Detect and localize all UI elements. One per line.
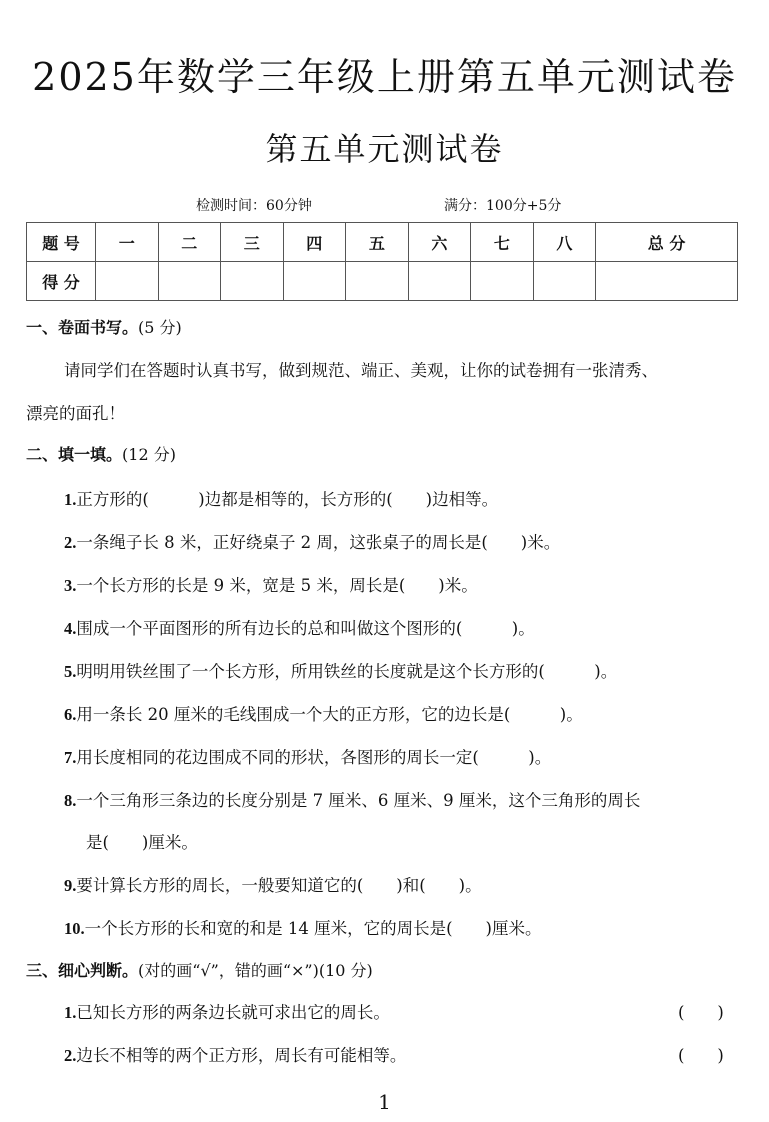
header-cell: 二 xyxy=(158,223,221,262)
question xyxy=(64,787,640,811)
question-text: 一个长方形的长和宽的和是 14 厘米，它的周长是( )厘米。 xyxy=(84,919,542,938)
question xyxy=(64,872,482,896)
section-title: 三、细心判断。 xyxy=(26,961,139,980)
header-cell: 三 xyxy=(221,223,284,262)
score-cell xyxy=(408,262,471,301)
question-text: 正方形的( )边都是相等的，长方形的( )边相等。 xyxy=(76,490,499,509)
question xyxy=(64,529,560,553)
question-number: 4. xyxy=(64,619,77,638)
exam-time: 检测时间：60分钟 xyxy=(196,198,312,214)
question xyxy=(64,999,390,1023)
question-number: 5. xyxy=(64,662,77,681)
question-text: 一条绳子长 8 米，正好绕桌子 2 周，这张桌子的周长是( )米。 xyxy=(76,533,561,552)
section-title: 二、填一填。 xyxy=(26,445,123,464)
question xyxy=(64,658,617,682)
question xyxy=(64,915,542,939)
question-continuation: 是( )厘米。 xyxy=(86,833,198,852)
document-subtitle: 第五单元测试卷 xyxy=(265,130,504,168)
header-cell: 六 xyxy=(408,223,471,262)
score-cell xyxy=(158,262,221,301)
question xyxy=(64,486,498,510)
document-title: 2025年数学三年级上册第五单元测试卷 xyxy=(32,55,737,99)
section-points: (对的画“√”，错的画“×”)(10 分) xyxy=(138,961,373,980)
score-cell xyxy=(596,262,738,301)
question-text: 一个长方形的长是 9 米，宽是 5 米，周长是( )米。 xyxy=(76,576,478,595)
section-1-text: 请同学们在答题时认真书写，做到规范、端正、美观，让你的试卷拥有一张清秀、 xyxy=(64,361,658,380)
section-3-heading xyxy=(26,958,373,981)
score-cell xyxy=(221,262,284,301)
section-1-text-cont: 漂亮的面孔！ xyxy=(26,404,125,423)
answer-blank: ( ) xyxy=(678,1046,724,1065)
question-number: 2. xyxy=(64,533,77,552)
question-number: 6. xyxy=(64,705,77,724)
question-number: 10. xyxy=(64,919,85,938)
question xyxy=(64,701,583,725)
question-text: 已知长方形的两条边长就可求出它的周长。 xyxy=(76,1003,390,1022)
section-points: (12 分) xyxy=(122,445,176,464)
score-table-score-row xyxy=(27,262,738,301)
header-cell: 四 xyxy=(283,223,346,262)
question-text: 一个三角形三条边的长度分别是 7 厘米、6 厘米、9 厘米，这个三角形的周长 xyxy=(76,791,641,810)
score-cell xyxy=(283,262,346,301)
question-number: 7. xyxy=(64,748,77,767)
header-cell: 五 xyxy=(346,223,409,262)
section-title: 一、卷面书写。 xyxy=(26,318,139,337)
score-cell xyxy=(346,262,409,301)
score-cell xyxy=(471,262,534,301)
row-label: 得 分 xyxy=(27,262,96,301)
score-table-header-row xyxy=(27,223,738,262)
full-score: 满分：100分+5分 xyxy=(444,198,562,214)
score-cell xyxy=(96,262,159,301)
question-text: 围成一个平面图形的所有边长的总和叫做这个图形的( )。 xyxy=(76,619,535,638)
question-text: 要计算长方形的周长，一般要知道它的( )和( )。 xyxy=(76,876,482,895)
question xyxy=(64,1042,406,1066)
section-1-heading xyxy=(26,315,182,338)
header-cell: 总 分 xyxy=(596,223,738,262)
page-number: 1 xyxy=(378,1090,391,1114)
question xyxy=(64,615,535,639)
header-cell: 八 xyxy=(533,223,596,262)
section-points: (5 分) xyxy=(138,318,182,337)
score-table xyxy=(26,222,738,301)
answer-blank: ( ) xyxy=(678,1003,724,1022)
question-text: 明明用铁丝围了一个长方形，所用铁丝的长度就是这个长方形的( )。 xyxy=(76,662,618,681)
question xyxy=(64,572,478,596)
question-number: 1. xyxy=(64,490,77,509)
header-cell: 七 xyxy=(471,223,534,262)
question-text: 边长不相等的两个正方形，周长有可能相等。 xyxy=(76,1046,407,1065)
question-number: 8. xyxy=(64,791,77,810)
question-text: 用长度相同的花边围成不同的形状，各图形的周长一定( )。 xyxy=(76,748,552,767)
section-2-heading xyxy=(26,442,176,465)
header-cell: 题 号 xyxy=(27,223,96,262)
question-number: 2. xyxy=(64,1046,77,1065)
header-cell: 一 xyxy=(96,223,159,262)
question-number: 3. xyxy=(64,576,77,595)
score-cell xyxy=(533,262,596,301)
question-text: 用一条长 20 厘米的毛线围成一个大的正方形，它的边长是( )。 xyxy=(76,705,583,724)
question-number: 9. xyxy=(64,876,77,895)
question xyxy=(64,744,551,768)
question-number: 1. xyxy=(64,1003,77,1022)
